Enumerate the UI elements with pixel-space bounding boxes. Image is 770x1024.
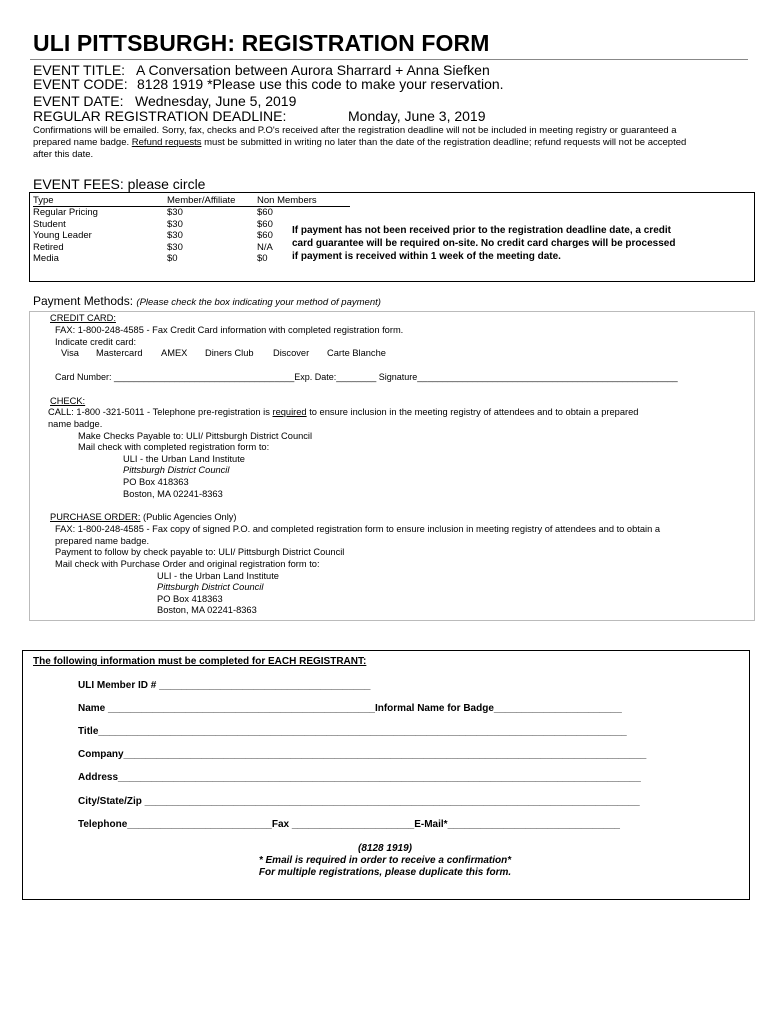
fees-notice-line3: if payment is received within 1 week of the meeting date. [292, 251, 561, 262]
fee-row-member: $0 [167, 253, 178, 264]
card-option-amex[interactable]: AMEX [161, 348, 188, 358]
fee-row-member: $30 [167, 230, 183, 241]
po-address-line2: Pittsburgh District Council [157, 582, 264, 592]
check-call-c: name badge. [48, 419, 103, 429]
fees-notice-line2: card guarantee will be required on-site. No credit card charges will be processed [292, 238, 676, 249]
title-field[interactable]: Title_______________________________________________________________________________________________ [78, 726, 627, 737]
refund-requests-link: Refund requests [131, 137, 202, 148]
check-address-line3: PO Box 418363 [123, 477, 189, 487]
credit-card-label: CREDIT CARD: [50, 313, 116, 323]
check-call-b: to ensure inclusion in the meeting registry of attendees and to obtain a prepared [309, 407, 639, 417]
check-mail: Mail check with completed registration form to: [78, 442, 270, 452]
multiple-registrations-note: For multiple registrations, please duplicate this form. [258, 867, 512, 878]
card-option-mastercard[interactable]: Mastercard [96, 348, 143, 358]
po-address-line1: ULI - the Urban Land Institute [157, 571, 279, 581]
fee-row-type: Media [33, 253, 59, 264]
po-fax-b: prepared name badge. [55, 536, 150, 546]
fees-col-type: Type [33, 195, 54, 206]
event-code-label: EVENT CODE: [33, 76, 128, 92]
confirm-text-line2-a: prepared name badge. [33, 137, 130, 148]
deadline-label: REGULAR REGISTRATION DEADLINE: [33, 108, 287, 124]
card-option-carte-blanche[interactable]: Carte Blanche [327, 348, 386, 358]
payment-heading [33, 294, 381, 308]
confirm-text-line2-b: must be submitted in writing no later than the date of the registration deadline; refund requests will not be accepted [204, 137, 687, 148]
address-field[interactable]: Address______________________________________________________________________________________________ [78, 772, 641, 783]
event-code-value: 8128 1919 *Please use this code to make your reservation. [137, 76, 504, 92]
confirm-text-line2 [33, 137, 686, 148]
fees-notice-line1: If payment has not been received prior to the registration deadline date, a credit [292, 225, 671, 236]
telephone-fax-email-field[interactable]: Telephone__________________________Fax ______________________E-Mail*_______________________________ [78, 819, 620, 830]
registrant-heading: The following information must be completed for EACH REGISTRANT: [33, 656, 367, 667]
fee-row-member: $30 [167, 207, 183, 218]
name-field[interactable]: Name ________________________________________________Informal Name for Badge_______________________ [78, 703, 622, 714]
member-id-field[interactable]: ULI Member ID # ______________________________________ [78, 680, 371, 691]
check-payable: Make Checks Payable to: ULI/ Pittsburgh District Council [78, 431, 313, 441]
fee-row-non: $60 [257, 219, 273, 230]
fee-row-non: $60 [257, 207, 273, 218]
credit-card-fax: FAX: 1-800-248-4585 - Fax Credit Card information with completed registration form. [55, 325, 404, 335]
po-mail: Mail check with Purchase Order and original registration form to: [55, 559, 320, 569]
fees-col-non: Non Members [257, 195, 317, 206]
po-address-line3: PO Box 418363 [157, 594, 223, 604]
check-address-line4: Boston, MA 02241-8363 [123, 489, 223, 499]
credit-card-indicate: Indicate credit card: [55, 337, 137, 347]
card-option-discover[interactable]: Discover [273, 348, 310, 358]
check-call-a: CALL: 1-800 -321-5011 - Telephone pre-registration is [48, 407, 270, 417]
card-option-diners-club[interactable]: Diners Club [205, 348, 254, 358]
fee-row-type: Student [33, 219, 66, 230]
deadline-value: Monday, June 3, 2019 [348, 108, 486, 124]
payment-heading-label: Payment Methods: [33, 294, 134, 308]
fee-row-type: Young Leader [33, 230, 92, 241]
event-code-repeat: (8128 1919) [358, 843, 412, 854]
card-option-visa[interactable]: Visa [61, 348, 79, 358]
city-state-zip-field[interactable]: City/State/Zip _________________________________________________________________________________________ [78, 796, 640, 807]
fee-row-non: N/A [257, 242, 273, 253]
email-required-note: * Email is required in order to receive a confirmation* [258, 855, 512, 866]
confirm-text-line3: after this date. [33, 149, 94, 160]
page-title: ULI PITTSBURGH: REGISTRATION FORM [33, 30, 490, 56]
po-note: (Public Agencies Only) [143, 512, 237, 522]
event-title-value: A Conversation between Aurora Sharrard + Anna Siefken [136, 62, 490, 78]
fees-col-member: Member/Affiliate [167, 195, 236, 206]
po-follow: Payment to follow by check payable to: ULI/ Pittsburgh District Council [55, 547, 345, 557]
payment-heading-note: (Please check the box indicating your method of payment) [136, 297, 381, 308]
po-label: PURCHASE ORDER: [50, 512, 141, 522]
po-address-line4: Boston, MA 02241-8363 [157, 605, 257, 615]
po-fax-a: FAX: 1-800-248-4585 - Fax copy of signed P.O. and completed registration form to ensure inclusion in meeting registry of attendees and to obtain a [55, 524, 660, 534]
fee-row-member: $30 [167, 242, 183, 253]
fee-row-member: $30 [167, 219, 183, 230]
event-date-label: EVENT DATE: [33, 93, 124, 109]
event-title-label: EVENT TITLE: [33, 62, 126, 78]
fee-row-non: $60 [257, 230, 273, 241]
event-date-value: Wednesday, June 5, 2019 [135, 93, 297, 109]
check-label: CHECK: [50, 396, 86, 406]
confirm-text-line1: Confirmations will be emailed. Sorry, fax, checks and P.O's received after the registration deadline will not be included in meeting registry or guaranteed a [33, 125, 677, 136]
check-call [48, 407, 638, 417]
card-number-field[interactable]: Card Number: ____________________________________Exp. Date:________ Signature____________________________________________________ [55, 372, 678, 382]
po-heading [50, 512, 237, 522]
company-field[interactable]: Company______________________________________________________________________________________________ [78, 749, 647, 760]
title-rule [30, 59, 748, 60]
check-address-line2: Pittsburgh District Council [123, 465, 230, 475]
check-address-line1: ULI - the Urban Land Institute [123, 454, 245, 464]
fee-row-non: $0 [257, 253, 268, 264]
fees-heading: EVENT FEES: please circle [33, 176, 206, 192]
check-call-required: required [272, 407, 307, 417]
fee-row-type: Regular Pricing [33, 207, 98, 218]
fee-row-type: Retired [33, 242, 64, 253]
